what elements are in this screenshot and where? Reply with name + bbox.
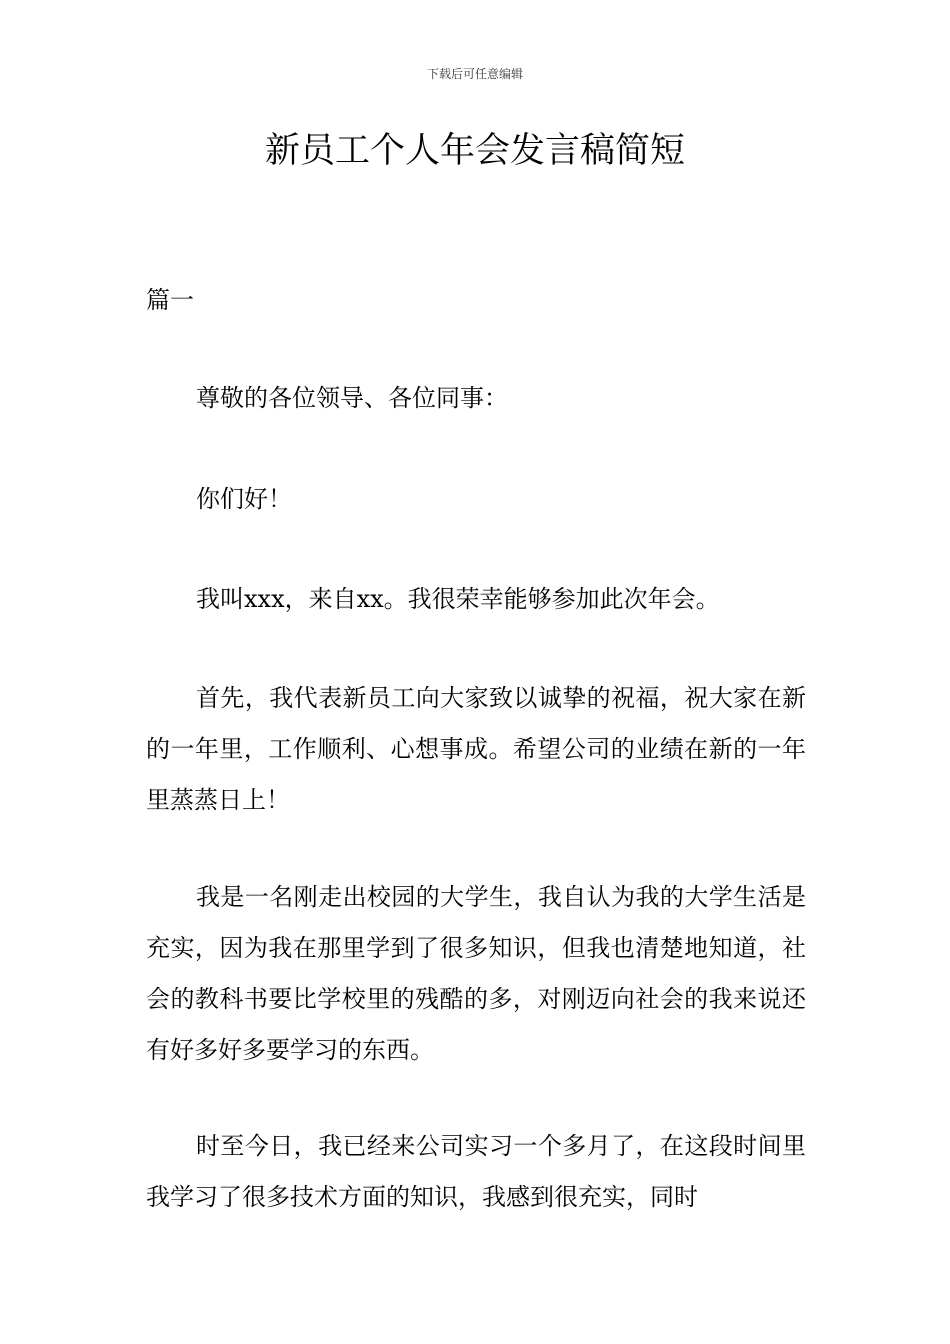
paragraph-introduction: 我叫xxx，来自xx。我很荣幸能够参加此次年会。 xyxy=(196,585,720,613)
paragraph-internship: 时至今日，我已经来公司实习一个多月了，在这段时间里我学习了很多技术方面的知识，我感到很充实，同时 xyxy=(146,1132,806,1211)
paragraph-greeting: 你们好！ xyxy=(196,485,292,513)
section-label: 篇一 xyxy=(146,286,194,314)
paragraph-background: 我是一名刚走出校园的大学生，我自认为我的大学生活是充实，因为我在那里学到了很多知识，但我也清楚地知道，社会的教科书要比学校里的残酷的多，对刚迈向社会的我来说还有好多好多要学习的东西。 xyxy=(146,883,806,1064)
document-title: 新员工个人年会发言稿简短 xyxy=(264,131,685,171)
header-note: 下载后可任意编辑 xyxy=(426,67,523,81)
paragraph-salutation: 尊敬的各位领导、各位同事： xyxy=(196,384,508,412)
paragraph-wishes: 首先，我代表新员工向大家致以诚挚的祝福，祝大家在新的一年里，工作顺利、心想事成。希望公司的业绩在新的一年里蒸蒸日上！ xyxy=(146,684,806,814)
